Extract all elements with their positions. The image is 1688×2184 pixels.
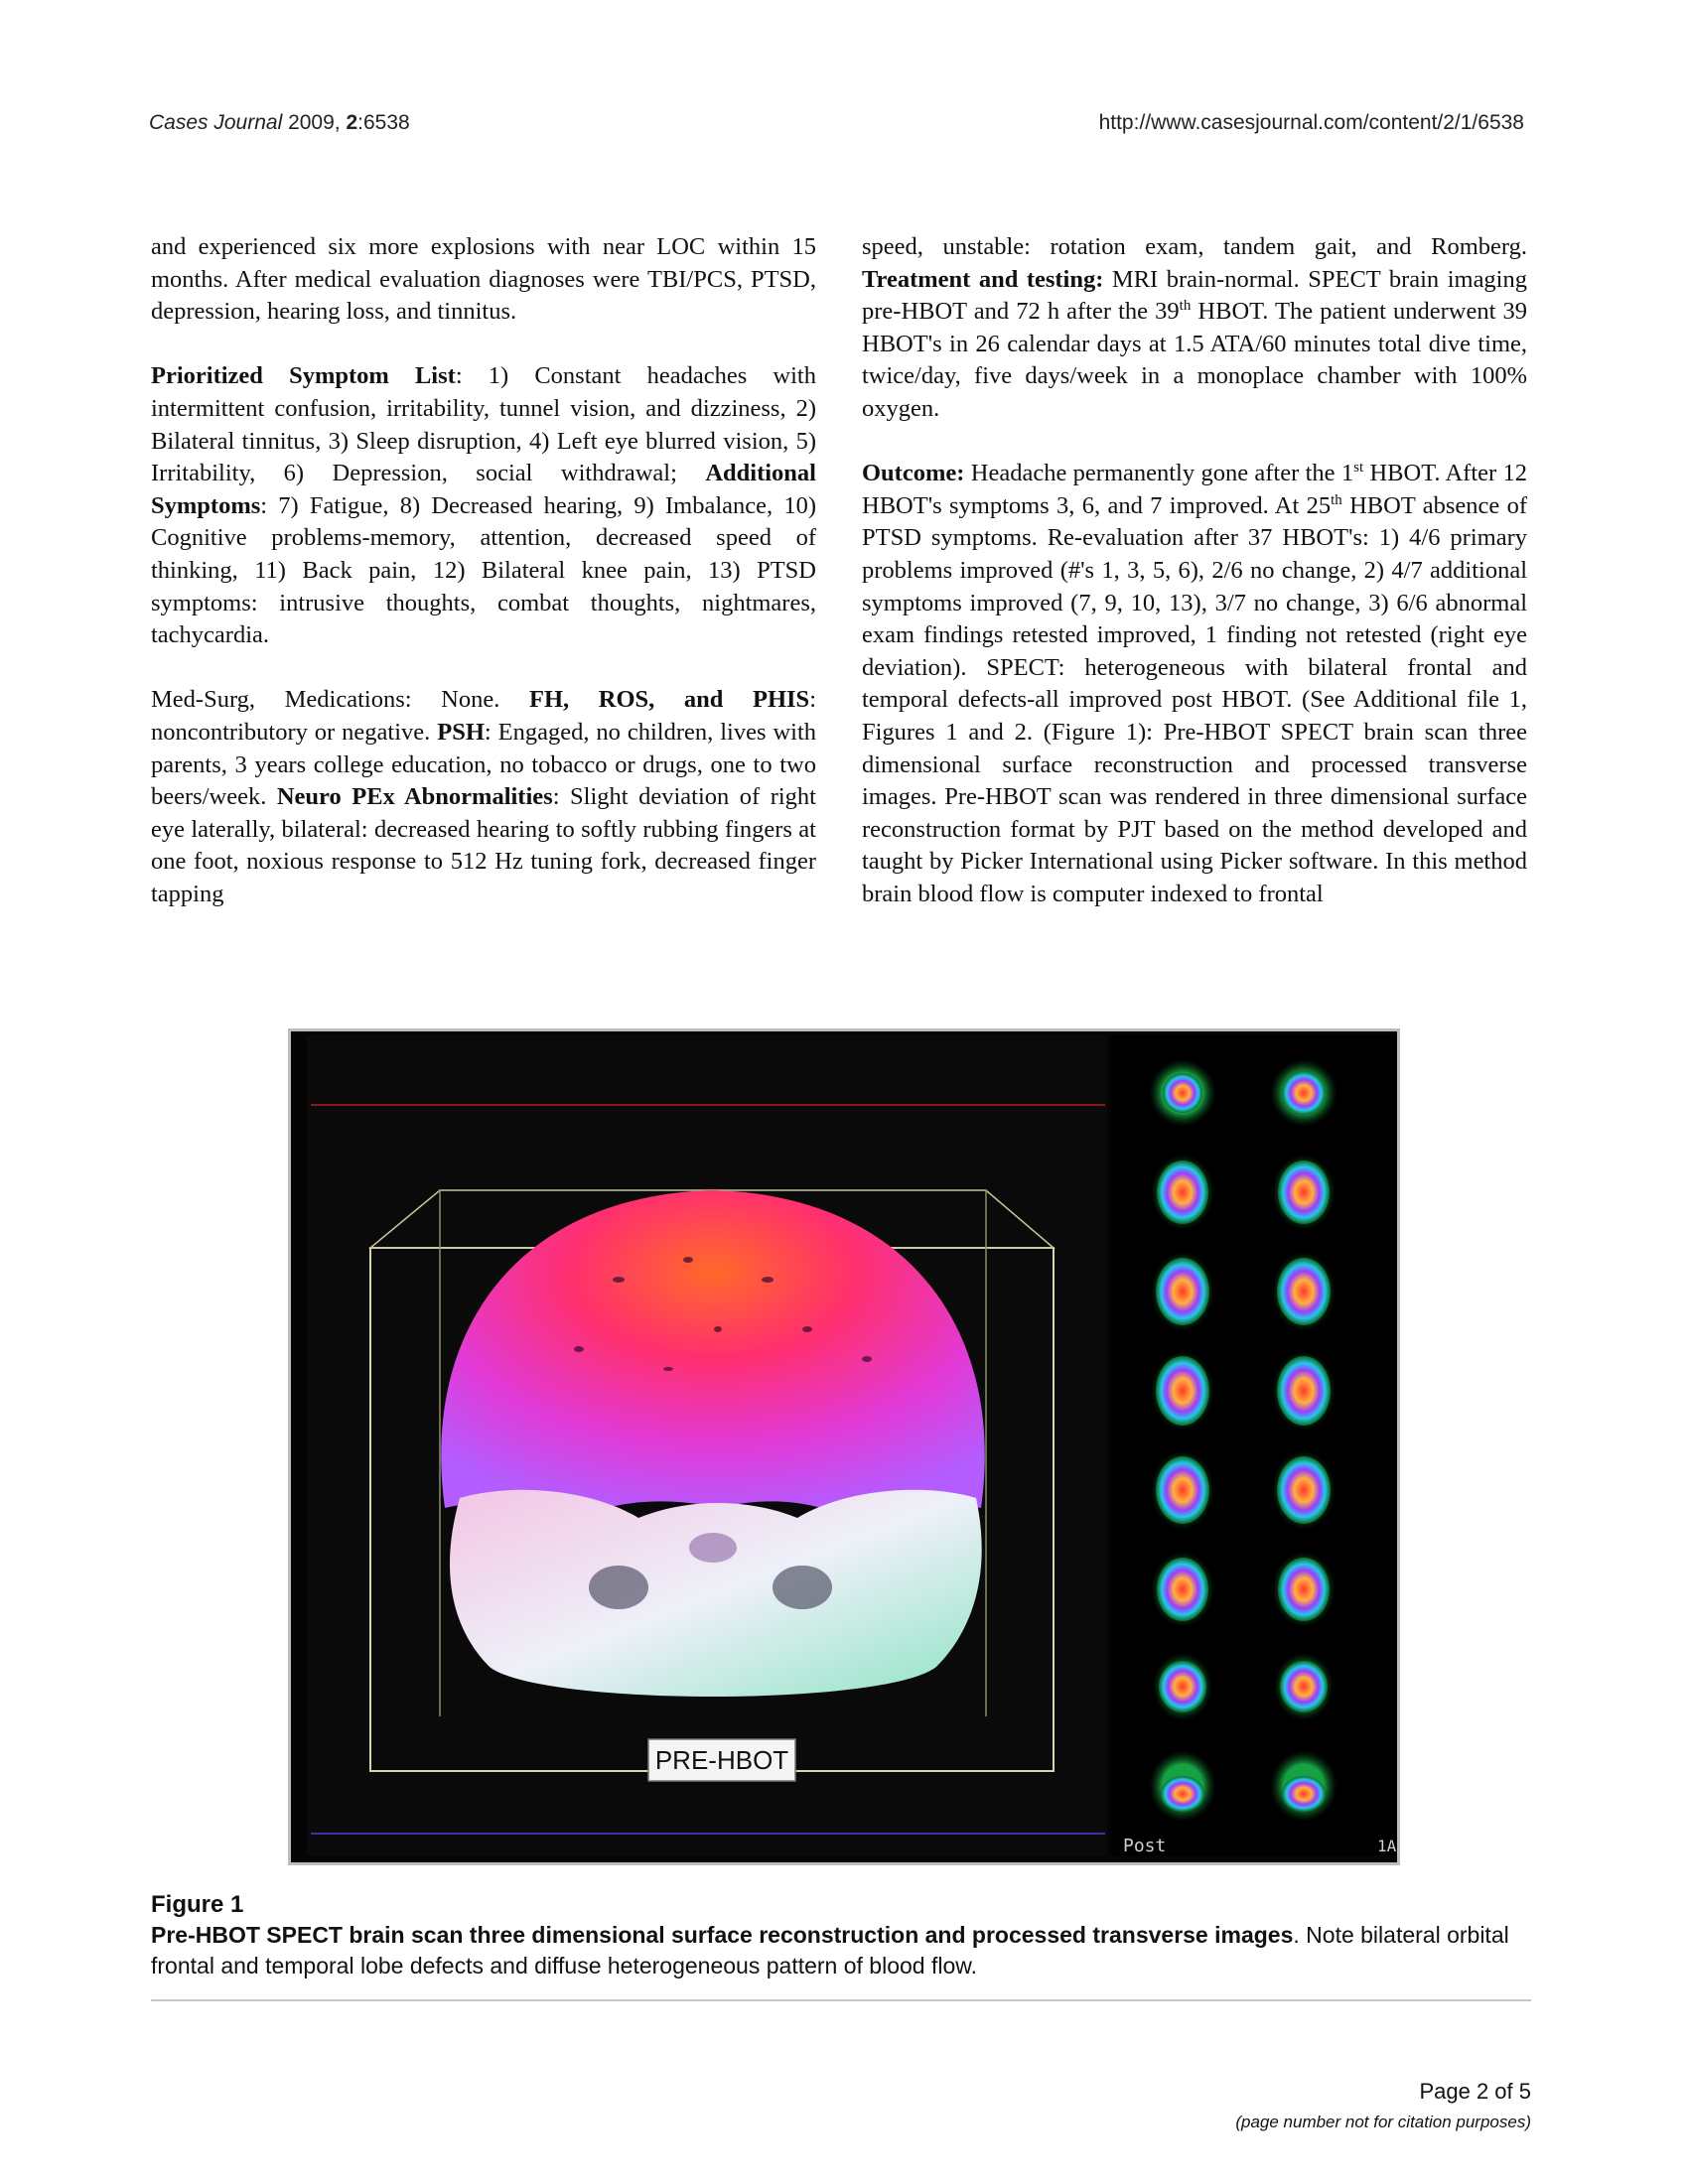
medsurg-text: Med-Surg, Medications: None.: [151, 686, 529, 714]
strip-corner-label: 1A: [1377, 1837, 1397, 1855]
symptoms-text: : 1) Constant headaches with intermittent confusion, irritability, tunnel vision, and dizziness, 2) Bilateral tinnitus, 3) Sleep disruption, 4) Left eye blurred vision, 5) Irritability, 6) Depression, social withdrawal;: [151, 362, 816, 487]
journal-url[interactable]: http://www.casesjournal.com/content/2/1/6538: [1098, 111, 1524, 134]
spect-image: [291, 1031, 1397, 1862]
caption-body: [151, 1920, 1531, 1981]
additional-symptoms-text: : 7) Fatigue, 8) Decreased hearing, 9) Imbalance, 10) Cognitive problems-memory, attention, decreased speed of thinking, 11) Back pain, 12) Bilateral knee pain, 13) PTSD symptoms: intrusive thoughts, combat thoughts, nightmares, tachycardia.: [151, 491, 816, 649]
psh-text: : Engaged, no children, lives with parents, 3 years college education, no tobacco or drugs, one to two beers/week.: [151, 718, 816, 811]
paragraph-treatment: [862, 231, 1527, 426]
journal-volume: 2: [346, 111, 358, 134]
label-box-text: PRE-HBOT: [654, 1745, 789, 1775]
figure-number: Figure 1: [151, 1891, 244, 1918]
label-neuro-pex: Neuro PEx Abnormalities: [276, 783, 553, 811]
paragraph-history: and experienced six more explosions with near LOC within 15 months. After medical evaluation diagnoses were TBI/PCS, PTSD, depression, hearing loss, and tinnitus.: [151, 233, 816, 326]
journal-name: Cases Journal: [149, 111, 283, 134]
label-fh-ros-phis: FH, ROS, and PHIS: [529, 686, 810, 714]
fh-text: : noncontributory or negative.: [151, 686, 816, 746]
label-psh: PSH: [437, 718, 485, 746]
figure-spect-scan: [288, 1028, 1400, 1865]
left-column: [151, 231, 816, 943]
paragraph-outcome: [862, 458, 1527, 910]
label-outcome: Outcome:: [862, 460, 965, 487]
superscript: th: [1179, 298, 1192, 315]
page-footer: [1235, 2079, 1531, 2132]
citation: [149, 111, 410, 135]
label-additional-symptoms: Additional Symptoms: [151, 460, 816, 519]
outcome-text-c: HBOT absence of PTSD symptoms. Re-evaluation after 37 HBOT's: 1) 4/6 primary problems improved (#'s 1, 3, 5, 6), 2/6 no change, 2) 4/7 additional symptoms improved (7, 9, 10, 13), 3/7 no change, 3) 6/6 abnormal exam findings retested improved, 1 finding not retested (right eye deviation). SPECT: heterogeneous with bilateral frontal and temporal defects-all improved post HBOT. (See Additional file 1, Figures 1 and 2. (Figure 1): Pre-HBOT SPECT brain scan three dimensional surface reconstruction and processed transverse images. Pre-HBOT scan was rendered in three dimensional surface reconstruction format by PJT based on the method developed and taught by Picker International using Picker software. In this method brain blood flow is computer indexed to frontal: [862, 491, 1527, 907]
strip-label: Post: [1123, 1836, 1167, 1856]
article-number: :6538: [357, 111, 410, 134]
caption-text: . Note bilateral orbital frontal and temporal lobe defects and diffuse heterogeneous pattern of blood flow.: [151, 1922, 1509, 1979]
paragraph-symptoms: [151, 360, 816, 651]
running-header: [149, 111, 1524, 141]
superscript: st: [1353, 460, 1364, 476]
outcome-text-a: Headache permanently gone after the 1: [964, 460, 1354, 487]
caption-divider: [151, 1999, 1531, 2001]
superscript: th: [1331, 491, 1342, 508]
neuro-text: : Slight deviation of right eye laterally, bilateral: decreased hearing to softly rubbing fingers at one foot, noxious response to 512 Hz tuning fork, decreased finger tapping: [151, 783, 816, 907]
brain-surface-base: [450, 1490, 982, 1697]
label-prioritized-symptoms: Prioritized Symptom List: [151, 362, 456, 390]
figure-caption: [151, 1889, 1531, 1981]
transverse-slice-strip: [1111, 1035, 1397, 1855]
page-number: Page 2 of 5: [1419, 2079, 1531, 2104]
page-number-note: (page number not for citation purposes): [1235, 2113, 1531, 2131]
exam-text: speed, unstable: rotation exam, tandem gait, and Romberg.: [862, 233, 1527, 260]
treatment-text-a: MRI brain-normal. SPECT brain imaging pre-HBOT and 72 h after the 39: [862, 265, 1527, 326]
paragraph-history-exam: [151, 684, 816, 910]
outcome-text-b: HBOT. After 12 HBOT's symptoms 3, 6, and 7 improved. At 25: [862, 460, 1528, 519]
label-treatment: Treatment and testing:: [862, 265, 1104, 293]
caption-title: Pre-HBOT SPECT brain scan three dimensional surface reconstruction and processed transverse images: [151, 1922, 1294, 1948]
right-column: [862, 231, 1527, 943]
treatment-text-b: HBOT. The patient underwent 39 HBOT's in 26 calendar days at 1.5 ATA/60 minutes total dive time, twice/day, five days/week in a monoplace chamber with 100% oxygen.: [862, 298, 1527, 422]
journal-year: 2009,: [282, 111, 347, 134]
